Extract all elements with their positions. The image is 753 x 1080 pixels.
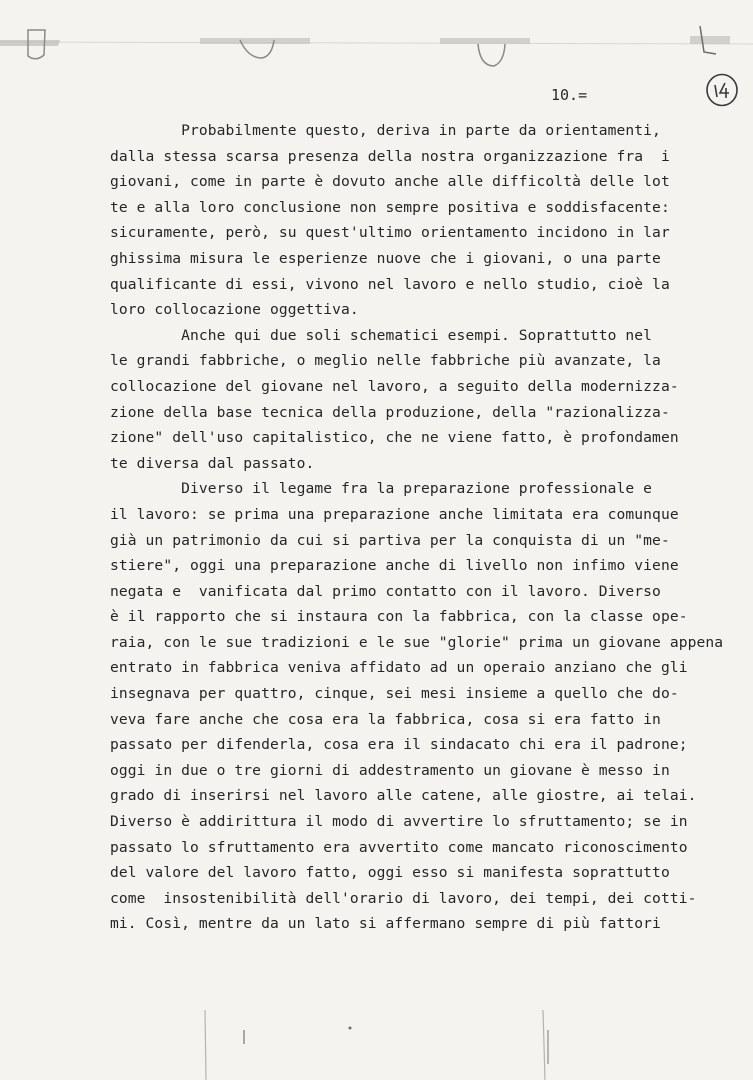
text-line: grado di inserirsi nel lavoro alle catene, alle giostre, ai telai. (110, 787, 697, 805)
text-line: sicuramente, però, su quest'ultimo orientamento incidono in lar (110, 224, 670, 242)
text-line: già un patrimonio da cui si partiva per la conquista di un "me- (110, 531, 670, 549)
text-line: negata e vanificata dal primo contatto con il lavoro. Diverso (110, 582, 661, 600)
text-line: Diverso è addirittura il modo di avvertire lo sfruttamento; se in (110, 813, 688, 831)
text-line: veva fare anche che cosa era la fabbrica, cosa si era fatto in (110, 710, 661, 728)
scan-bottom-edge-artifacts (0, 1000, 753, 1080)
text-line: le grandi fabbriche, o meglio nelle fabbriche più avanzate, la (110, 352, 661, 370)
body-text (110, 118, 724, 937)
text-line: oggi in due o tre giorni di addestramento un giovane è messo in (110, 761, 670, 779)
text-line: Anche qui due soli schematici esempi. Soprattutto nel (110, 326, 653, 344)
text-line: insegnava per quattro, cinque, sei mesi insieme a quello che do- (110, 685, 679, 703)
text-line: zione della base tecnica della produzione, della "razionalizza- (110, 403, 670, 421)
text-line: passato lo sfruttamento era avvertito come mancato riconoscimento (110, 838, 688, 856)
text-line: collocazione del giovane nel lavoro, a seguito della modernizza- (110, 377, 679, 395)
text-line: passato per difenderla, cosa era il sindacato chi era il padrone; (110, 736, 688, 754)
text-line: giovani, come in parte è dovuto anche alle difficoltà delle lot (110, 173, 670, 191)
text-line: dalla stessa scarsa presenza della nostra organizzazione fra i (110, 147, 670, 165)
text-line: raia, con le sue tradizioni e le sue "glorie" prima un giovane appena (110, 633, 724, 651)
text-line: zione" dell'uso capitalistico, che ne viene fatto, è profondamen (110, 429, 679, 447)
text-line: Diverso il legame fra la preparazione professionale e (110, 480, 653, 498)
text-line: Probabilmente questo, deriva in parte da orientamenti, (110, 122, 661, 139)
text-line: come insostenibilità dell'orario di lavoro, dei tempi, dei cotti- (110, 889, 697, 907)
text-line: è il rapporto che si instaura con la fabbrica, con la classe ope- (110, 608, 688, 626)
text-line: loro collocazione oggettiva. (110, 301, 359, 319)
text-line: il lavoro: se prima una preparazione anche limitata era comunque (110, 505, 679, 523)
text-line: del valore del lavoro fatto, oggi esso si manifesta soprattutto (110, 864, 670, 882)
text-line: stiere", oggi una preparazione anche di livello non infimo viene (110, 557, 679, 575)
text-line: entrato in fabbrica veniva affidato ad un operaio anziano che gli (110, 659, 688, 677)
text-line: mi. Così, mentre da un lato si affermano sempre di più fattori (110, 915, 661, 933)
page-number: 10.= (551, 86, 588, 104)
scan-top-edge-artifacts (0, 0, 753, 80)
text-line: te e alla loro conclusione non sempre positiva e soddisfacente: (110, 198, 670, 216)
text-line: te diversa dal passato. (110, 454, 315, 472)
text-line: ghissima misura le esperienze nuove che i giovani, o una parte (110, 249, 661, 267)
text-line: qualificante di essi, vivono nel lavoro e nello studio, cioè la (110, 275, 670, 293)
handwritten-circled-number (704, 72, 740, 108)
